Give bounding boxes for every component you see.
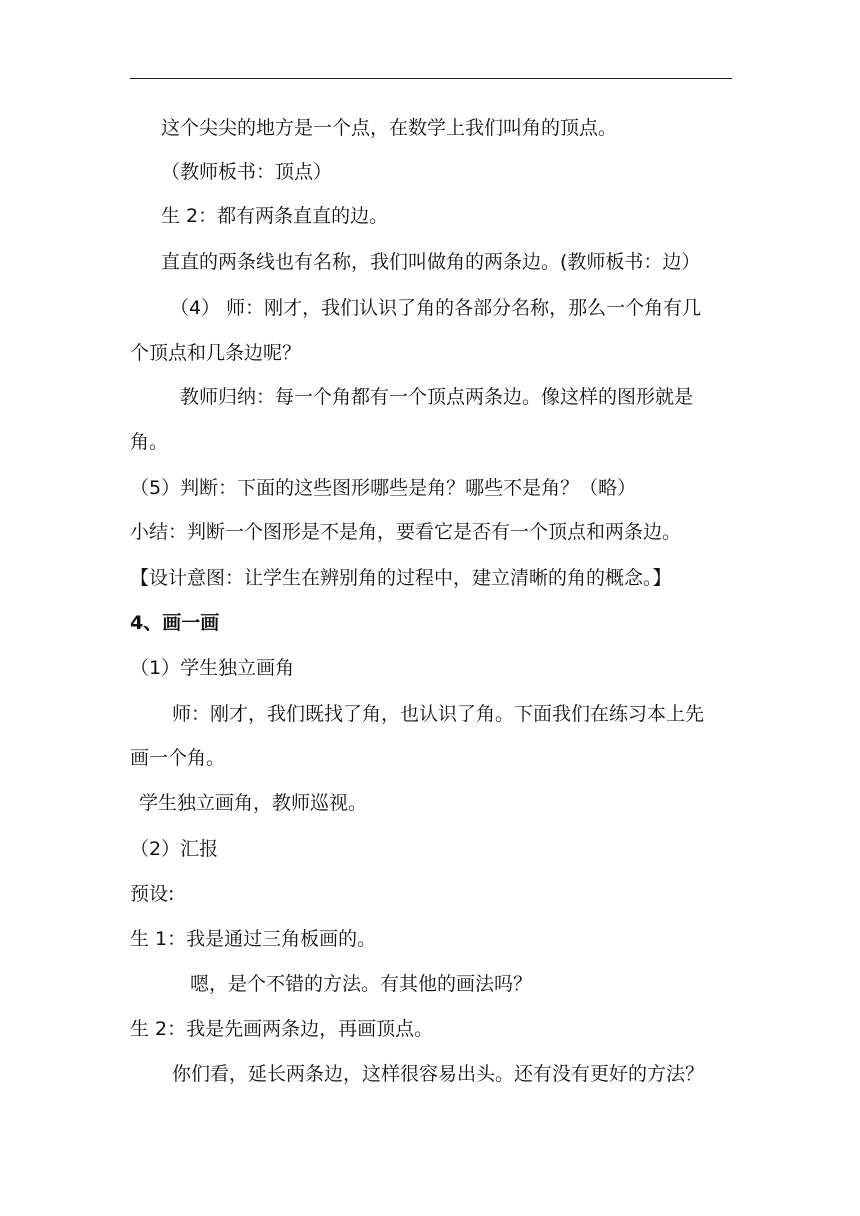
text-line-10: 小结：判断一个图形是不是角，要看它是否有一个顶点和两条边。 <box>130 521 682 543</box>
text-line-1: 这个尖尖的地方是一个点，在数学上我们叫角的顶点。 <box>161 117 618 139</box>
text-line-20: 嗯，是个不错的方法。有其他的画法吗？ <box>190 973 533 995</box>
header-rule <box>130 78 732 79</box>
text-line-3: 生 2：都有两条直直的边。 <box>161 205 389 227</box>
text-line-7: 教师归纳：每一个角都有一个顶点两条边。像这样的图形就是 <box>180 386 694 408</box>
text-line-17: （2）汇报 <box>130 838 219 860</box>
text-line-5: （4） 师：刚才，我们认识了角的各部分名称，那么一个角有几 <box>170 297 702 319</box>
text-line-21: 生 2：我是先画两条边，再画顶点。 <box>130 1018 434 1040</box>
text-line-19: 生 1：我是通过三角板画的。 <box>130 928 377 950</box>
text-line-11: 【设计意图：让学生在辨别角的过程中，建立清晰的角的概念。】 <box>130 567 672 589</box>
section-heading: 4、画一画 <box>130 612 220 634</box>
text-line-6: 个顶点和几条边呢？ <box>130 342 302 364</box>
text-line-14: 师：刚才，我们既找了角，也认识了角。下面我们在练习本上先 <box>172 703 705 725</box>
text-line-22: 你们看，延长两条边，这样很容易出头。还有没有更好的方法？ <box>172 1063 705 1085</box>
text-line-15: 画一个角。 <box>130 747 226 769</box>
text-line-4: 直直的两条线也有名称，我们叫做角的两条边。(教师板书：边） <box>161 251 701 273</box>
text-line-9: （5）判断：下面的这些图形哪些是角？哪些不是角？（略） <box>130 477 637 499</box>
text-line-13: （1）学生独立画角 <box>130 657 295 679</box>
text-line-16: 学生独立画角，教师巡视。 <box>139 792 368 814</box>
text-line-18: 预设: <box>130 883 175 905</box>
text-line-2: （教师板书：顶点） <box>161 161 333 183</box>
text-line-8: 角。 <box>130 431 169 453</box>
